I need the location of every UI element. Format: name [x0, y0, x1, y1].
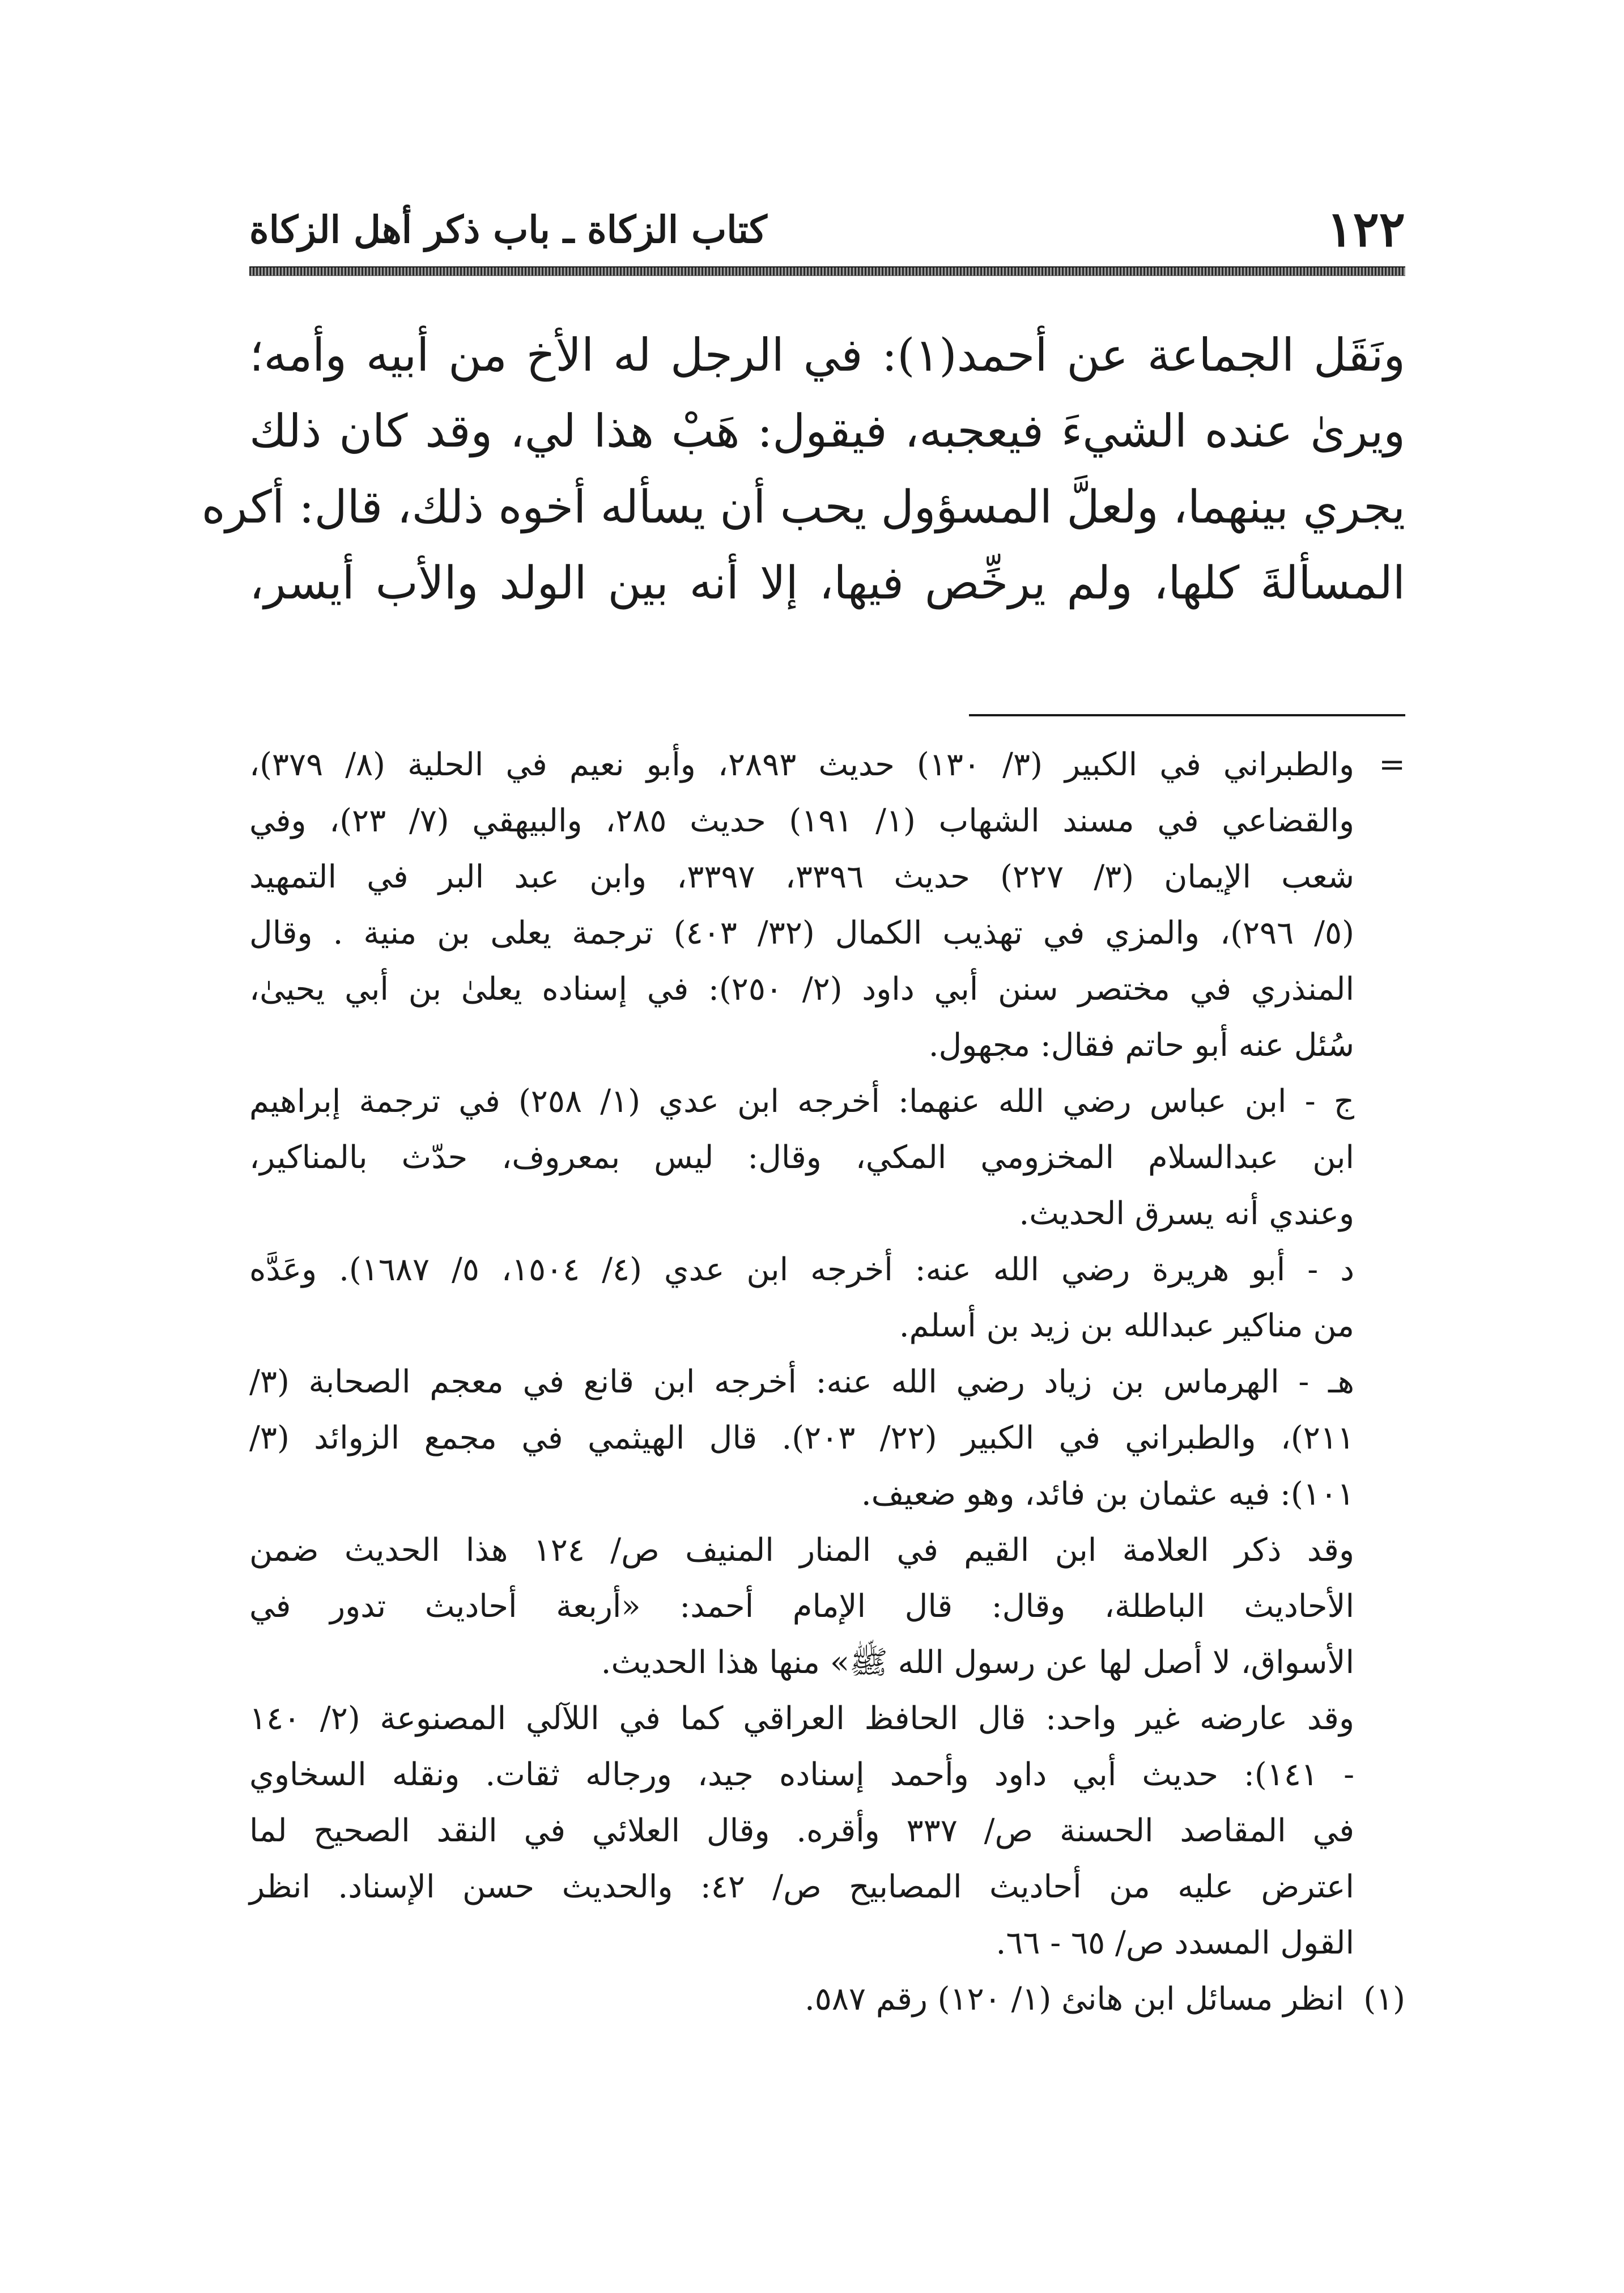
- footnote-continued-line: المنذري في مختصر سنن أبي داود (٢/ ٢٥٠): في إسناده يعلىٰ بن أبي يحيىٰ،: [249, 971, 1355, 1008]
- footnote-item-ha: ١٠١): فيه عثمان بن فائد، وهو ضعيف.: [861, 1476, 1354, 1513]
- main-text-line: يجري بينهما، ولعلَّ المسؤول يحب أن يسأله أخوه ذلك، قال: أكره: [201, 481, 1405, 533]
- chapter-title: كتاب الزكاة ـ باب ذكر أهل الزكاة: [249, 207, 767, 252]
- footnote-continued-line: (٥/ ٢٩٦)، والمزي في تهذيب الكمال (٣٢/ ٤٠٣) ترجمة يعلى بن منية . وقال: [249, 915, 1354, 952]
- page-number: ١٢٢: [1327, 201, 1405, 258]
- continuation-marker: =: [1379, 746, 1406, 783]
- footnote-paragraph: في المقاصد الحسنة ص/ ٣٣٧ وأقره. وقال العلائي في النقد الصحيح لما: [249, 1812, 1354, 1849]
- footnote-paragraph: القول المسدد ص/ ٦٥ - ٦٦.: [996, 1925, 1354, 1961]
- footnote-paragraph: - ١٤١): حديث أبي داود وأحمد إسناده جيد، ورجاله ثقات. ونقله السخاوي: [249, 1756, 1354, 1793]
- running-header: [249, 198, 1405, 261]
- footnote-paragraph: الأحاديث الباطلة، وقال: قال الإمام أحمد: «أربعة أحاديث تدور في: [249, 1588, 1355, 1625]
- footnote-separator: [969, 714, 1405, 716]
- footnote-item-ha: ٢١١)، والطبراني في الكبير (٢٢/ ٢٠٣). قال الهيثمي في مجمع الزوائد (٣/: [249, 1420, 1354, 1457]
- footnotes: [249, 737, 1405, 2027]
- footnote-item-dal: د - أبو هريرة رضي الله عنه: أخرجه ابن عدي (٤/ ١٥٠٤، ٥/ ١٦٨٧). وعَدَّه: [249, 1251, 1354, 1288]
- footnote-continued-line: سُئل عنه أبو حاتم فقال: مجهول.: [928, 1027, 1354, 1064]
- footnote-item-dal: من مناكير عبدالله بن زيد بن أسلم.: [899, 1307, 1354, 1344]
- footnote-continued-line: =والطبراني في الكبير (٣/ ١٣٠) حديث ٢٨٩٣، وأبو نعيم في الحلية (٨/ ٣٧٩)،: [249, 737, 1405, 793]
- footnote-continued-line: شعب الإيمان (٣/ ٢٢٧) حديث ٣٣٩٦، ٣٣٩٧، وابن عبد البر في التمهيد: [249, 859, 1355, 895]
- footnote-1-marker: (١): [1363, 1981, 1405, 2018]
- footnote-continued-line: والقضاعي في مسند الشهاب (١/ ١٩١) حديث ٢٨٥، والبيهقي (٧/ ٢٣)، وفي: [249, 802, 1354, 839]
- footnote-item-jim: ج - ابن عباس رضي الله عنهما: أخرجه ابن عدي (١/ ٢٥٨) في ترجمة إبراهيم: [249, 1083, 1354, 1120]
- main-text-line: ويرىٰ عنده الشيءَ فيعجبه، فيقول: هَبْ هذا لي، وقد كان ذلك: [249, 405, 1405, 457]
- footnote-item-ha: هـ - الهرماس بن زياد رضي الله عنه: أخرجه ابن قانع في معجم الصحابة (٣/: [249, 1364, 1354, 1400]
- footnote-item-jim: ابن عبدالسلام المخزومي المكي، وقال: ليس بمعروف، حدّث بالمناكير،: [249, 1139, 1354, 1176]
- main-text: [201, 317, 1405, 621]
- footnote-paragraph: وقد عارضه غير واحد: قال الحافظ العراقي كما في اللآلي المصنوعة (٢/ ١٤٠: [249, 1700, 1354, 1737]
- footnote-item-jim: وعندي أنه يسرق الحديث.: [1019, 1195, 1354, 1232]
- main-text-line: المسألةَ كلها، ولم يرخِّص فيها، إلا أنه بين الولد والأب أيسر،: [249, 557, 1405, 609]
- footnote-paragraph: اعترض عليه من أحاديث المصابيح ص/ ٤٢: والحديث حسن الإسناد. انظر: [249, 1869, 1354, 1905]
- footnote-paragraph: وقد ذكر العلامة ابن القيم في المنار المنيف ص/ ١٢٤ هذا الحديث ضمن: [249, 1532, 1354, 1569]
- footnote-paragraph: الأسواق، لا أصل لها عن رسول الله ﷺ» منها هذا الحديث.: [601, 1644, 1354, 1681]
- main-text-line: ونَقَل الجماعة عن أحمد(١): في الرجل له الأخ من أبيه وأمه؛: [249, 329, 1405, 381]
- footnote-1: [249, 1971, 1405, 2027]
- header-rule: [249, 266, 1405, 276]
- footnote-1-text: انظر مسائل ابن هانئ (١/ ١٢٠) رقم ٥٨٧.: [804, 1981, 1345, 2018]
